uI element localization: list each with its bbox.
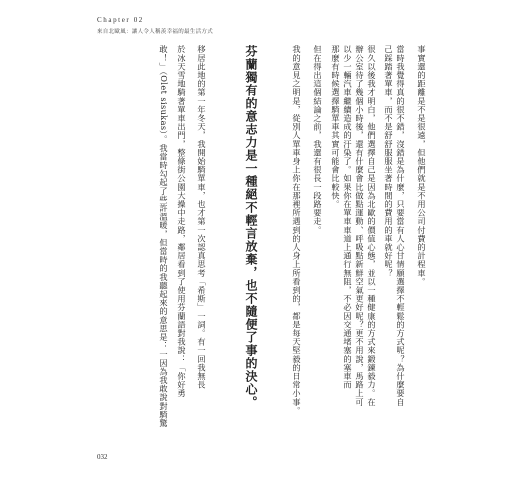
emphasis-quote: 芬蘭獨有的意志力是一種絕不輕言放棄，也不隨便了事的決心。 — [244, 45, 258, 409]
page-number: 032 — [97, 453, 108, 461]
paragraph-line: 己踩踏著單車，而不是舒舒服服坐著時間的費用的車就好呢？ — [384, 45, 394, 278]
paragraph-line: 很久以後我才明白，他們選擇自己是因為北歐的價值心態，並以一種健康的方式來鍛鍊毅力。在 — [367, 45, 377, 407]
paragraph-line: 敢！」（Olet sisukas）。我當時勾起了些許溫暖，但當時的我聽起來的意思是：一因為我敢說對騎驚 — [159, 45, 169, 428]
paragraph-line: 於冰天雪地騎著單車出門，整條街公園大操中走路，鄰居看到了使用芬蘭語對我說：「你好勇 — [177, 45, 187, 398]
paragraph-line: 那麼有時候選擇騎單車其實可能會比較快。 — [331, 45, 341, 209]
paragraph-line: 事實還的距離是不是很遠，但他們就是不用公司付費的計程車。 — [417, 45, 427, 286]
vertical-text-body — [97, 45, 427, 445]
paragraph-line: 移居此地的第一年冬天，我開始騎單車，也才第一次認真思考「希斯」一詞。有一回我無長 — [197, 45, 207, 389]
paragraph-line: 以少一輛汽車繼續造成的汙染了。如果你在單車車道上通行無阻，不必因交通堵塞的塞車而 — [343, 45, 353, 389]
paragraph-line: 我的意見之明是，從別人單車身上你在那裡所遇到的人身上所看到的，都是每天堅毅的日常小事。 — [292, 45, 302, 415]
paragraph-line: 辦公室待了幾個小時後，還有什麼會比做點運動、呼吸點新鮮空氣更好呢？更不用說，馬路上可 — [355, 45, 365, 407]
running-header — [97, 16, 213, 35]
chapter-subtitle: 來自北歐風：讓人令人稱羨幸福的最生活方式 — [97, 29, 214, 35]
paragraph-line: 當時我覺得真的很不錯，沒錯是為什麼，只要當有人心甘情願選擇不輕鬆的方式呢？為什麼要自 — [396, 45, 406, 407]
paragraph-line: 但在得出這個結論之前，我還有很長一段路要走。 — [313, 45, 323, 235]
chapter-label: Chapter 02 — [97, 16, 144, 24]
